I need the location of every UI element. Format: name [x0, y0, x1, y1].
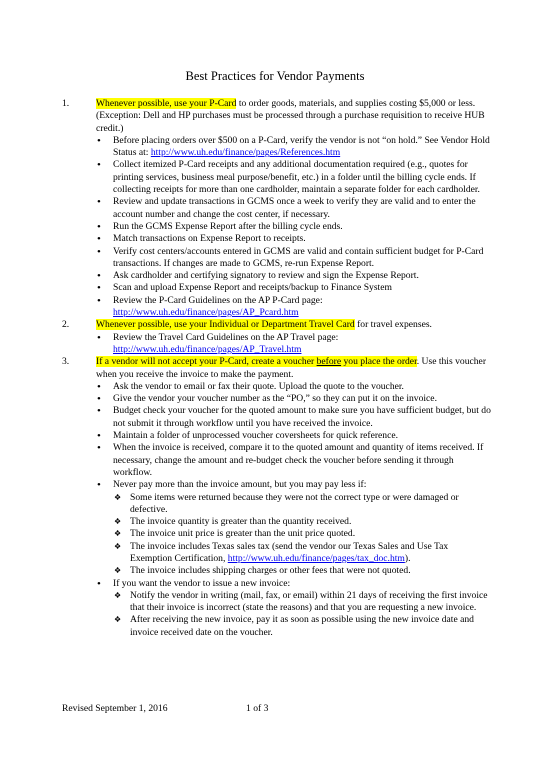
list-item: • Run the GCMS Expense Report after the billing cycle ends.	[96, 221, 492, 233]
section-3-highlight-text: If a vendor will not accept your P-Card, create a voucher	[96, 356, 317, 368]
tax-exemption-link[interactable]: http://www.uh.edu/finance/pages/tax_doc.htm	[227, 552, 405, 564]
section-3-bullets	[96, 381, 492, 639]
section-3-highlight	[96, 356, 417, 367]
section-2-bullets	[96, 332, 492, 357]
bullet-text: Review the P-Card Guidelines on the AP P-Card page:	[113, 294, 323, 306]
list-item: • Verify cost centers/accounts entered in GCMS are valid and contain sufficient budget for P-Card transactions. If changes are made to GCMS, re-run Expense Report.	[96, 246, 492, 271]
section-3-text: . Use this voucher when you receive the invoice to make the payment.	[96, 356, 487, 380]
section-3-number: 3.	[62, 356, 70, 368]
list-item	[96, 479, 492, 577]
sub-list-item: ❖ Notify the vendor in writing (mail, fax, or email) within 21 days of receiving the first invoice that their invoice is incorrect (state the reasons) and that you are requesting a new invoice.	[113, 590, 492, 615]
list-item: • Collect itemized P-Card receipts and any additional documentation required (e.g., quotes for printing services, business meal purpose/benefit, etc.) in a folder until the billing cycle ends. If collecting receipts for more than one cardholder, maintain a separate folder for each cardholder.	[96, 159, 492, 196]
sub-item-text-end: ).	[404, 552, 411, 564]
section-2-text: for travel expenses.	[354, 319, 432, 331]
bullet-text: Never pay more than the invoice amount, but you may pay less if:	[113, 479, 367, 491]
list-item: • Scan and upload Expense Report and receipts/backup to Finance System	[96, 282, 492, 294]
section-2	[62, 319, 492, 356]
list-item: • Give the vendor your voucher number as the “PO,” so they can put it on the invoice.	[96, 393, 492, 405]
sub-list-item: ❖ The invoice includes shipping charges or other fees that were not quoted.	[113, 565, 492, 577]
sub-list-item: ❖ Some items were returned because they were not the correct type or were damaged or defective.	[113, 492, 492, 517]
sub-item-text: The invoice includes Texas sales tax (send the vendor our Texas Sales and Use Tax Exemption Certification,	[130, 540, 449, 564]
section-1-number: 1.	[62, 98, 70, 109]
list-item: • Ask the vendor to email or fax their quote. Upload the quote to the voucher.	[96, 381, 492, 393]
bullet-text: Review the Travel Card Guidelines on the AP Travel page:	[113, 331, 339, 343]
section-3-heading	[96, 356, 492, 381]
document-body	[62, 98, 492, 639]
section-2-heading	[96, 319, 492, 331]
section-3-highlight-text-end: you place the order	[341, 356, 417, 368]
bullet-text: If you want the vendor to issue a new invoice:	[113, 577, 291, 589]
page-number: 1 of 3	[246, 703, 269, 714]
section-1-heading	[96, 98, 492, 135]
section-2-number: 2.	[62, 319, 70, 331]
list-item: • Ask cardholder and certifying signatory to review and sign the Expense Report.	[96, 270, 492, 282]
section-3	[62, 356, 492, 639]
list-item: • Budget check your voucher for the quoted amount to make sure you have sufficient budget, but do not submit it through workflow until you have received the invoice.	[96, 405, 492, 430]
list-item	[96, 135, 492, 160]
travel-guidelines-link[interactable]: http://www.uh.edu/finance/pages/AP_Travel.htm	[113, 343, 302, 355]
section-1	[62, 98, 492, 319]
pay-less-sublist	[113, 492, 492, 578]
list-item: • Review and update transactions in GCMS once a week to verify they are valid and to enter the account number and change the cost center, if necessary.	[96, 196, 492, 221]
page-footer	[62, 703, 269, 714]
pcard-guidelines-link[interactable]: http://www.uh.edu/finance/pages/AP_Pcard.htm	[113, 307, 299, 319]
list-item: • When the invoice is received, compare it to the quoted amount and quantity of items received. If necessary, change the amount and re-budget check the voucher before sending it through workflow.	[96, 442, 492, 479]
section-1-bullets	[96, 135, 492, 319]
page-title: Best Practices for Vendor Payments	[185, 69, 365, 83]
sub-list-item: ❖ After receiving the new invoice, pay it as soon as possible using the new invoice date and invoice received date on the voucher.	[113, 614, 492, 639]
section-1-highlight: Whenever possible, use your P-Card	[96, 98, 237, 109]
sub-list-item	[113, 541, 492, 566]
section-1-text: to order goods, materials, and supplies costing $5,000 or less. (Exception: Dell and HP purchases must be processed through a purchase requisition to receive HUB credit.)	[96, 98, 485, 134]
new-invoice-sublist	[113, 590, 492, 639]
revised-date: Revised September 1, 2016	[62, 703, 168, 714]
vendor-hold-link[interactable]: http://www.uh.edu/finance/pages/References.htm	[150, 147, 341, 159]
bullet-text: Before placing orders over $500 on a P-Card, verify the vendor is not “on hold.” See Vendor Hold Status at:	[113, 134, 490, 159]
list-item: • Match transactions on Expense Report to receipts.	[96, 233, 492, 245]
sub-list-item: ❖ The invoice quantity is greater than the quantity received.	[113, 516, 492, 528]
list-item: • Maintain a folder of unprocessed voucher coversheets for quick reference.	[96, 430, 492, 442]
list-item	[96, 332, 492, 357]
list-item	[96, 578, 492, 639]
sub-list-item: ❖ The invoice unit price is greater than the unit price quoted.	[113, 528, 492, 540]
section-2-highlight: Whenever possible, use your Individual or Department Travel Card	[96, 319, 355, 331]
section-3-underline: before	[316, 356, 342, 368]
list-item	[96, 295, 492, 320]
